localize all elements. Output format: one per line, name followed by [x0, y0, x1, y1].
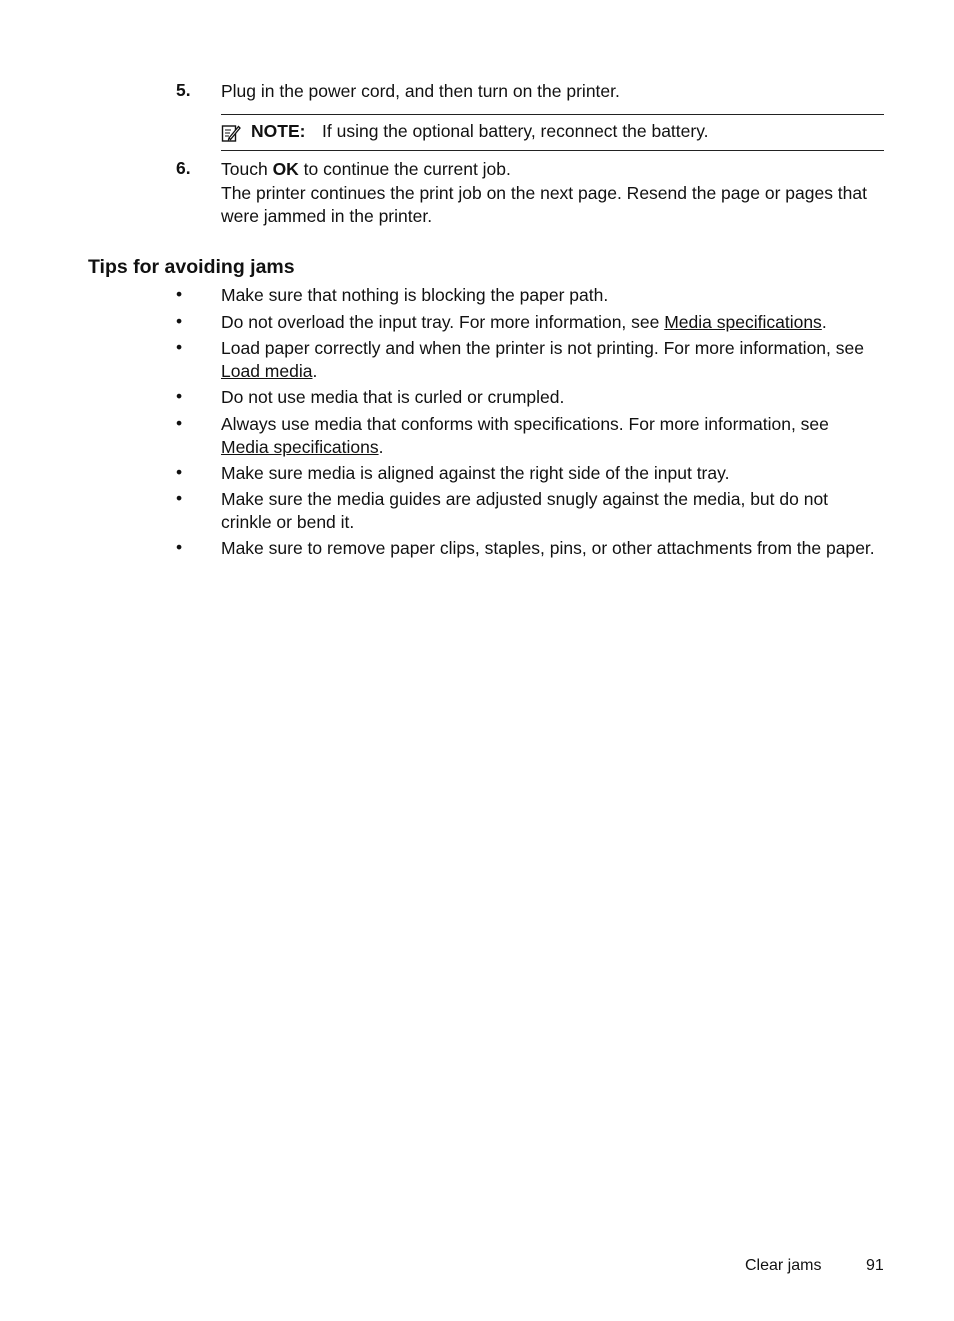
list-item-text: .	[821, 312, 827, 332]
list-item-text: Load paper correctly and when the printer is not printing. For more information, see	[221, 338, 864, 358]
note-box	[221, 114, 884, 151]
step-text-pre: Touch	[221, 159, 273, 179]
footer-section-title: Clear jams	[745, 1257, 822, 1274]
bullet-glyph: •	[176, 311, 183, 331]
bullet-glyph: •	[176, 462, 183, 482]
step-text-post: to continue the current job.	[298, 159, 511, 179]
step-text: Plug in the power cord, and then turn on the printer.	[221, 81, 620, 101]
section-heading: Tips for avoiding jams	[88, 256, 295, 278]
bullet-glyph: •	[176, 386, 183, 406]
step-detail: The printer continues the print job on the next page. Resend the page or pages that were jammed in the printer.	[221, 182, 867, 226]
ok-label: OK	[272, 159, 299, 179]
list-item: Make sure that nothing is blocking the paper path.	[221, 285, 609, 305]
list-item-text: .	[378, 437, 384, 457]
bullet-glyph: •	[176, 413, 183, 433]
list-item: Make sure media is aligned against the right side of the input tray.	[221, 463, 730, 483]
list-item-text: .	[312, 361, 318, 381]
load-media-link[interactable]: Load media	[221, 361, 313, 381]
list-item-text: Do not overload the input tray. For more information, see	[221, 312, 665, 332]
list-item: Do not use media that is curled or crumpled.	[221, 387, 565, 407]
bullet-glyph: •	[176, 284, 183, 304]
note-label: NOTE:	[251, 121, 306, 141]
step-number: 5.	[176, 80, 191, 100]
list-item	[221, 337, 881, 383]
list-item: Make sure to remove paper clips, staples, pins, or other attachments from the paper.	[221, 538, 875, 558]
media-specifications-link[interactable]: Media specifications	[221, 437, 379, 457]
list-item-text: Always use media that conforms with specifications. For more information, see	[221, 414, 829, 434]
list-item: Make sure the media guides are adjusted snugly against the media, but do not crinkle or bend it.	[221, 489, 829, 532]
note-pencil-icon	[221, 123, 241, 143]
list-item	[221, 311, 881, 334]
bullet-glyph: •	[176, 488, 183, 508]
step-number: 6.	[176, 158, 191, 178]
step-text	[221, 158, 881, 229]
list-item	[221, 413, 881, 459]
media-specifications-link[interactable]: Media specifications	[664, 312, 822, 332]
bullet-glyph: •	[176, 537, 183, 557]
note-text: If using the optional battery, reconnect the battery.	[322, 121, 709, 141]
page-number: 91	[866, 1257, 884, 1274]
bullet-glyph: •	[176, 337, 183, 357]
